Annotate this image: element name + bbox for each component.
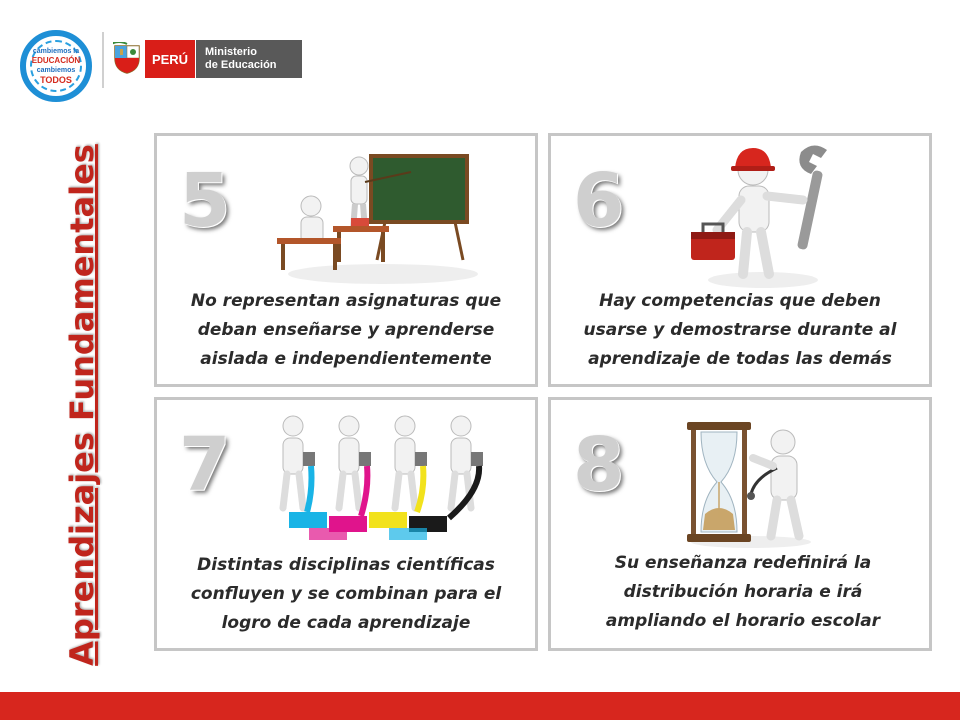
campaign-logo [20,30,92,102]
page-title: Aprendizajes Fundamentales [63,144,101,666]
header-divider [102,32,104,88]
caption-line: Hay competencias que deben [599,291,881,311]
peru-label: PERÚ [145,40,195,78]
panel-7 [154,397,538,651]
caption-line: Distintas disciplinas científicas [197,555,495,575]
panel-caption [551,549,935,636]
panel-caption [157,287,535,374]
caption-line: No representan asignaturas que [190,291,502,311]
caption-line: confluyen y se combinan para el [190,584,502,604]
figure-with-hourglass-icon [681,418,831,550]
caption-line: aislada e independientemente [200,349,492,369]
logo-text-line2: EDUCACIÓN [31,56,81,65]
figures-pouring-paint-icon [249,412,517,544]
ministry-line2: de Educación [205,59,277,71]
panel-number: 8 [573,422,625,508]
caption-line: Su enseñanza redefinirá la [614,553,872,573]
worker-with-wrench-icon [673,140,843,292]
panel-number: 5 [179,158,231,244]
logo-text-line1: cambiemos la [32,48,80,55]
logo-text-line4: TODOS [40,75,72,85]
coat-of-arms-icon [113,42,141,74]
caption-line: logro de cada aprendizaje [221,613,471,633]
panel-6 [548,133,932,387]
caption-line: distribución horaria e irá [623,582,863,602]
footer-bar [0,692,960,720]
caption-line: ampliando el horario escolar [605,611,881,631]
logo-text-line3: cambiemos [36,67,76,74]
panel-number: 6 [573,158,625,244]
panel-caption [157,551,535,638]
caption-line: deban enseñarse y aprenderse [197,320,495,340]
ministry-line1: Ministerio [205,46,257,58]
panel-5 [154,133,538,387]
caption-line: usarse y demostrarse durante al [583,320,897,340]
ministry-label [196,40,302,78]
panel-number: 7 [179,422,231,508]
teacher-at-blackboard-icon [273,150,481,288]
panel-8 [548,397,932,651]
panel-caption [551,287,929,374]
caption-line: aprendizaje de todas las demás [588,349,892,369]
